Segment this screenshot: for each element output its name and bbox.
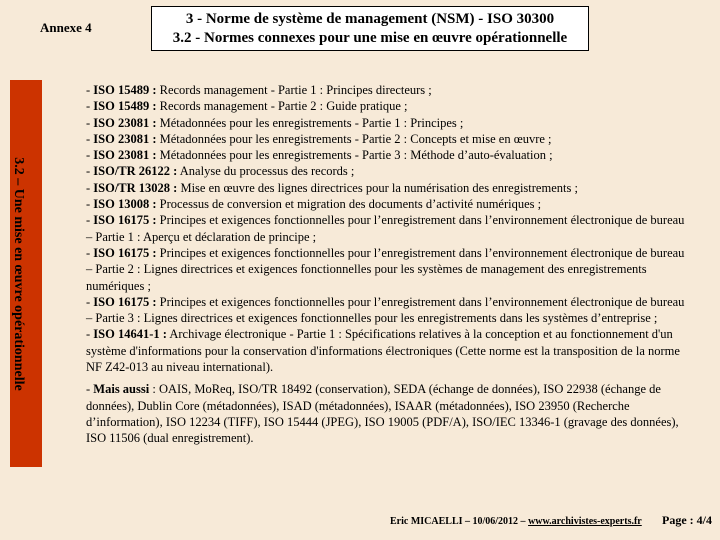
page-number: Page : 4/4 — [662, 513, 712, 527]
list-item: - ISO 15489 : Records management - Partie 2 : Guide pratique ; — [86, 99, 408, 114]
standard-code: ISO/TR 26122 : — [93, 164, 178, 179]
standard-code: ISO 15489 : — [93, 99, 157, 114]
title-line-2: 3.2 - Normes connexes pour une mise en œuvre opérationnelle — [172, 30, 568, 46]
standard-title: Métadonnées pour les enregistrements - Partie 2 : Concepts et mise en œuvre ; — [156, 131, 552, 146]
standard-code: ISO 14641-1 : — [93, 327, 167, 342]
standard-title: Métadonnées pour les enregistrements - Partie 3 : Méthode d’auto-évaluation ; — [156, 148, 553, 163]
list-item: - ISO 23081 : Métadonnées pour les enregistrements - Partie 2 : Concepts et mise en œuvre ; — [86, 131, 552, 146]
list-item: - ISO 13008 : Processus de conversion et migration des documents d’activité numériques ; — [86, 197, 542, 212]
standard-title: Principes et exigences fonctionnelles pour l’enregistrement dans l’environnement électronique de bureau – Partie 3 : Lignes directrices et exigences fonctionnelles pour les enregistrements dans les systèmes d’entreprise ; — [86, 294, 685, 326]
list-item: - ISO/TR 26122 : Analyse du processus des records ; — [86, 164, 355, 179]
title-box — [151, 6, 589, 51]
standard-title: Archivage électronique - Partie 1 : Spécifications relatives à la conception et au fonctionnement d'un système d'informations pour la conservation d'informations électroniques (Cette norme est la transposition de la norme NF Z42-013 au niveau international). — [86, 327, 680, 375]
list-item: - ISO 16175 : Principes et exigences fonctionnelles pour l’enregistrement dans l’environnement électronique de bureau – Partie 1 : Aperçu et déclaration de principe ; — [86, 213, 685, 244]
standard-code: ISO 16175 : — [93, 213, 157, 228]
standard-title: Principes et exigences fonctionnelles pour l’enregistrement dans l’environnement électronique de bureau – Partie 1 : Aperçu et déclaration de principe ; — [86, 213, 685, 244]
standards-list — [86, 82, 692, 447]
list-item: - ISO/TR 13028 : Mise en œuvre des lignes directrices pour la numérisation des enregistrements ; — [86, 180, 578, 195]
standard-title: Processus de conversion et migration des documents d’activité numériques ; — [156, 197, 542, 212]
list-item: - ISO 16175 : Principes et exigences fonctionnelles pour l’enregistrement dans l’environnement électronique de bureau – Partie 3 : Lignes directrices et exigences fonctionnelles pour les enregistrements dans les systèmes d’entreprise ; — [86, 294, 685, 326]
annex-label: Annexe 4 — [40, 20, 92, 35]
list-item: - ISO 15489 : Records management - Partie 1 : Principes directeurs ; — [86, 83, 432, 97]
section-side-bar — [10, 80, 42, 467]
standard-title: Mise en œuvre des lignes directrices pour la numérisation des enregistrements ; — [177, 180, 578, 195]
standard-code: ISO 23081 : — [93, 131, 157, 146]
standard-title: Métadonnées pour les enregistrements - Partie 1 : Principes ; — [156, 115, 464, 130]
list-item: - ISO 16175 : Principes et exigences fonctionnelles pour l’enregistrement dans l’environnement électronique de bureau – Partie 2 : Lignes directrices et exigences fonctionnelles pour les systèmes de management des enregistrements numériques ; — [86, 245, 685, 293]
also-text: : OAIS, MoReq, ISO/TR 18492 (conservation), SEDA (échange de données), ISO 22938 (échange de données), Dublin Core (métadonnées), ISAD (métadonnées), ISAAR (métadonnées), ISO 23950 (Recherche d’information), ISO 12234 (TIFF), ISO 15444 (JPEG), ISO 19005 (PDF/A), ISO/IEC 13346-1 (gravage des données), ISO 11506 (dual enregistrement). — [86, 382, 679, 446]
standard-code: ISO 23081 : — [93, 115, 157, 130]
standard-title: Records management - Partie 1 : Principes directeurs ; — [156, 83, 432, 97]
standard-title: Principes et exigences fonctionnelles pour l’enregistrement dans l’environnement électronique de bureau – Partie 2 : Lignes directrices et exigences fonctionnelles pour les systèmes de management des enregistrements numériques ; — [86, 245, 685, 293]
standard-code: ISO 15489 : — [93, 83, 157, 97]
footer-credit — [390, 516, 642, 527]
standard-title: Analyse du processus des records ; — [177, 164, 355, 179]
standard-code: ISO 16175 : — [93, 245, 157, 260]
list-item: - ISO 23081 : Métadonnées pour les enregistrements - Partie 3 : Méthode d’auto-évaluation ; — [86, 148, 553, 163]
footer-author: Eric MICAELLI – 10/06/2012 – — [390, 516, 529, 527]
also-label: Mais aussi — [93, 382, 150, 397]
standard-code: ISO/TR 13028 : — [93, 180, 178, 195]
standard-code: ISO 13008 : — [93, 197, 157, 212]
list-item: - ISO 14641-1 : Archivage électronique - Partie 1 : Spécifications relatives à la conception et au fonctionnement d'un système d'informations pour la conservation d'informations électroniques (Cette norme est la transposition de la norme NF Z42-013 au niveau international). — [86, 327, 680, 375]
list-item: - ISO 23081 : Métadonnées pour les enregistrements - Partie 1 : Principes ; — [86, 115, 464, 130]
also-item: - Mais aussi : OAIS, MoReq, ISO/TR 18492 (conservation), SEDA (échange de données), ISO 22938 (échange de données), Dublin Core (métadonnées), ISAD (métadonnées), ISAAR (métadonnées), ISO 23950 (Recherche d’information), ISO 12234 (TIFF), ISO 15444 (JPEG), ISO 19005 (PDF/A), ISO/IEC 13346-1 (gravage des données), ISO 11506 (dual enregistrement). — [86, 382, 679, 446]
title-line-1: 3 - Norme de système de management (NSM) - ISO 30300 — [185, 11, 555, 27]
standard-code: ISO 16175 : — [93, 294, 157, 309]
footer-link[interactable]: www.archivistes-experts.fr — [528, 516, 642, 527]
section-side-label: 3.2 – Une mise en œuvre opérationnelle — [11, 157, 26, 391]
standard-title: Records management - Partie 2 : Guide pratique ; — [156, 99, 408, 114]
standard-code: ISO 23081 : — [93, 148, 157, 163]
